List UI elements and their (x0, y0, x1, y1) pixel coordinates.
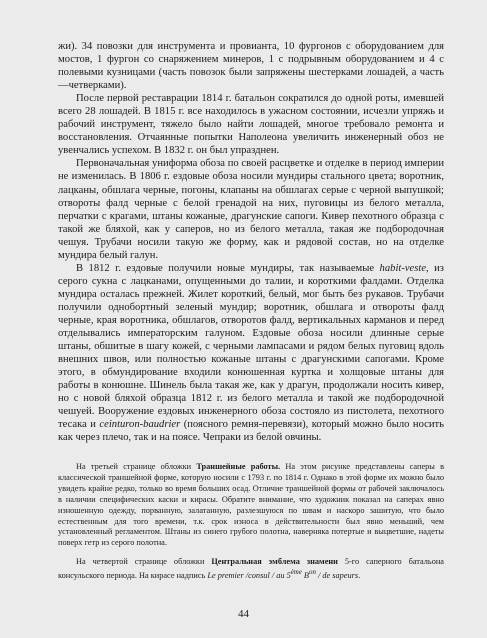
paragraph-2: После первой реставрации 1814 г. батальон сократился до одной роты, имевшей всего 28 лошадей. В 1815 г. все находилось в ужасном состоянии, исчезли упряжь и рабочий инструмент, тяжело было найти лошадей, многое требовало ремонта и восстановления. Отчаянные попытки Наполеона увеличить инженерный обоз не увенчались успехом. В 1832 г. он был упразднен. (58, 93, 444, 157)
paragraph-4-end: (поясного ремня-перевязи), который можно было носить как через плечо, так и на поясе. Чепраки из белой овчины. (58, 419, 444, 444)
paragraph-4 (58, 262, 444, 445)
cover-captions (58, 462, 444, 582)
caption-fourth-cover (58, 557, 444, 582)
habit-veste-term: habit-veste (379, 262, 427, 274)
caption-2-body: 5-го саперного батальона консульского периода. На кирасе надпись (58, 557, 444, 580)
caption-2-title: Центральная эмблема знамени (211, 557, 338, 567)
caption-2-inscription (207, 569, 361, 580)
paragraph-3: Первоначальная униформа обоза по своей расцветке и отделке в период империи не изменилась. В 1806 г. ездовые обоза носили мундиры стального цвета; воротник, лацканы, обшлага черные, погоны, клапаны на обшлагах серые с черной выпушкой; отвороты фалд черные с белой гренадой на них, пуговицы из белого металла, перчатки с крагами, штаны кожаные, драгунские сапоги. Кивер пехотного образца с такой же бляхой, как у саперов, но из белого металла, такая же подбородочная чешуя. Трубачи носили такую же форму, как и рядовой состав, но на отделке мундира белый галун. (58, 158, 444, 261)
inscription-sup-2: on (309, 569, 316, 577)
caption-third-cover (58, 462, 444, 549)
inscription-part-1: Le premier /consul / au 5 (207, 570, 291, 580)
page-number: 44 (238, 608, 249, 620)
paragraph-1: жи). 34 повозки для инструмента и провианта, 10 фургонов с оборудованием для мостов, 1 фургон со снаряжением минеров, 1 с подрывным оборудованием и 4 с полевыми кузницами (часть повозок были запряжены шестерками лошадей, а часть —четверками). (58, 41, 444, 92)
caption-2-lead: На четвертой странице обложки (76, 557, 212, 567)
caption-1-lead: На третьей странице обложки (76, 462, 197, 471)
caption-1-title: Траншейные работы. (196, 462, 281, 471)
inscription-part-2: B (301, 570, 310, 580)
caption-1-body: На этом рисунке представлены саперы в классической траншейной форме, которую носили с 1793 г. по 1814 г. Однако в этой форме их можно было увидеть крайне редко, только во время больших осад. Отличие траншейной формы от рабочей заключалось в наличии специфических каски и кирасы. Обратите внимание, что художник показал на саперах явно изношенную одежду, порванную, залатанную, разлезшуюся по швам и наскоро зашитую, что было естественным для того времени, т.к. срок износа в действительности был явно меньший, чем установленный регламентом. Штаны из синего грубого полотна, наверняка потертые и выцветшие, надеты поверх гетр из серого полотна. (58, 462, 444, 548)
caption-2-end: . (358, 570, 361, 580)
paragraph-4-middle: , из серого сукна с лацканами, опущенными до талии, и короткими фалдами. Отделка мундира осталась прежней. Жилет короткий, белый, мог быть без рукавов. Трубачи получили однобортный зеленый мундир; воротник, обшлага и отвороты фалд черные, края воротника, обшлагов, отворотов фалд, вертикальных карманов и перед отделывались императорским галуном. Ездовые обоза носили длинные серые штаны, обшитые в шагу кожей, с черными лампасами и рядом белых пуговиц вдоль внешних швов, или полностью кожаные штаны с драгунскими сапогами. Кроме этого, в обмундирование входили конюшенная куртка и холщовые штаны для работы в конюшне. Шинель была такая же, как у драгун, продолжали носить кивер, но с новой бляхой образца 1812 г. из белого металла и такой же подбородочной чешуей. Вооружение ездовых инженерного обоза состояло из пистолета, пехотного тесака и (58, 262, 444, 431)
ceinturon-term: ceinturon-baudrier (99, 419, 181, 431)
inscription-sup-1: ème (290, 569, 302, 577)
inscription-part-3: / de sapeurs (315, 570, 359, 580)
main-text (58, 40, 444, 444)
paragraph-4-start: В 1812 г. ездовые получили новые мундиры, так называемые (76, 262, 380, 274)
